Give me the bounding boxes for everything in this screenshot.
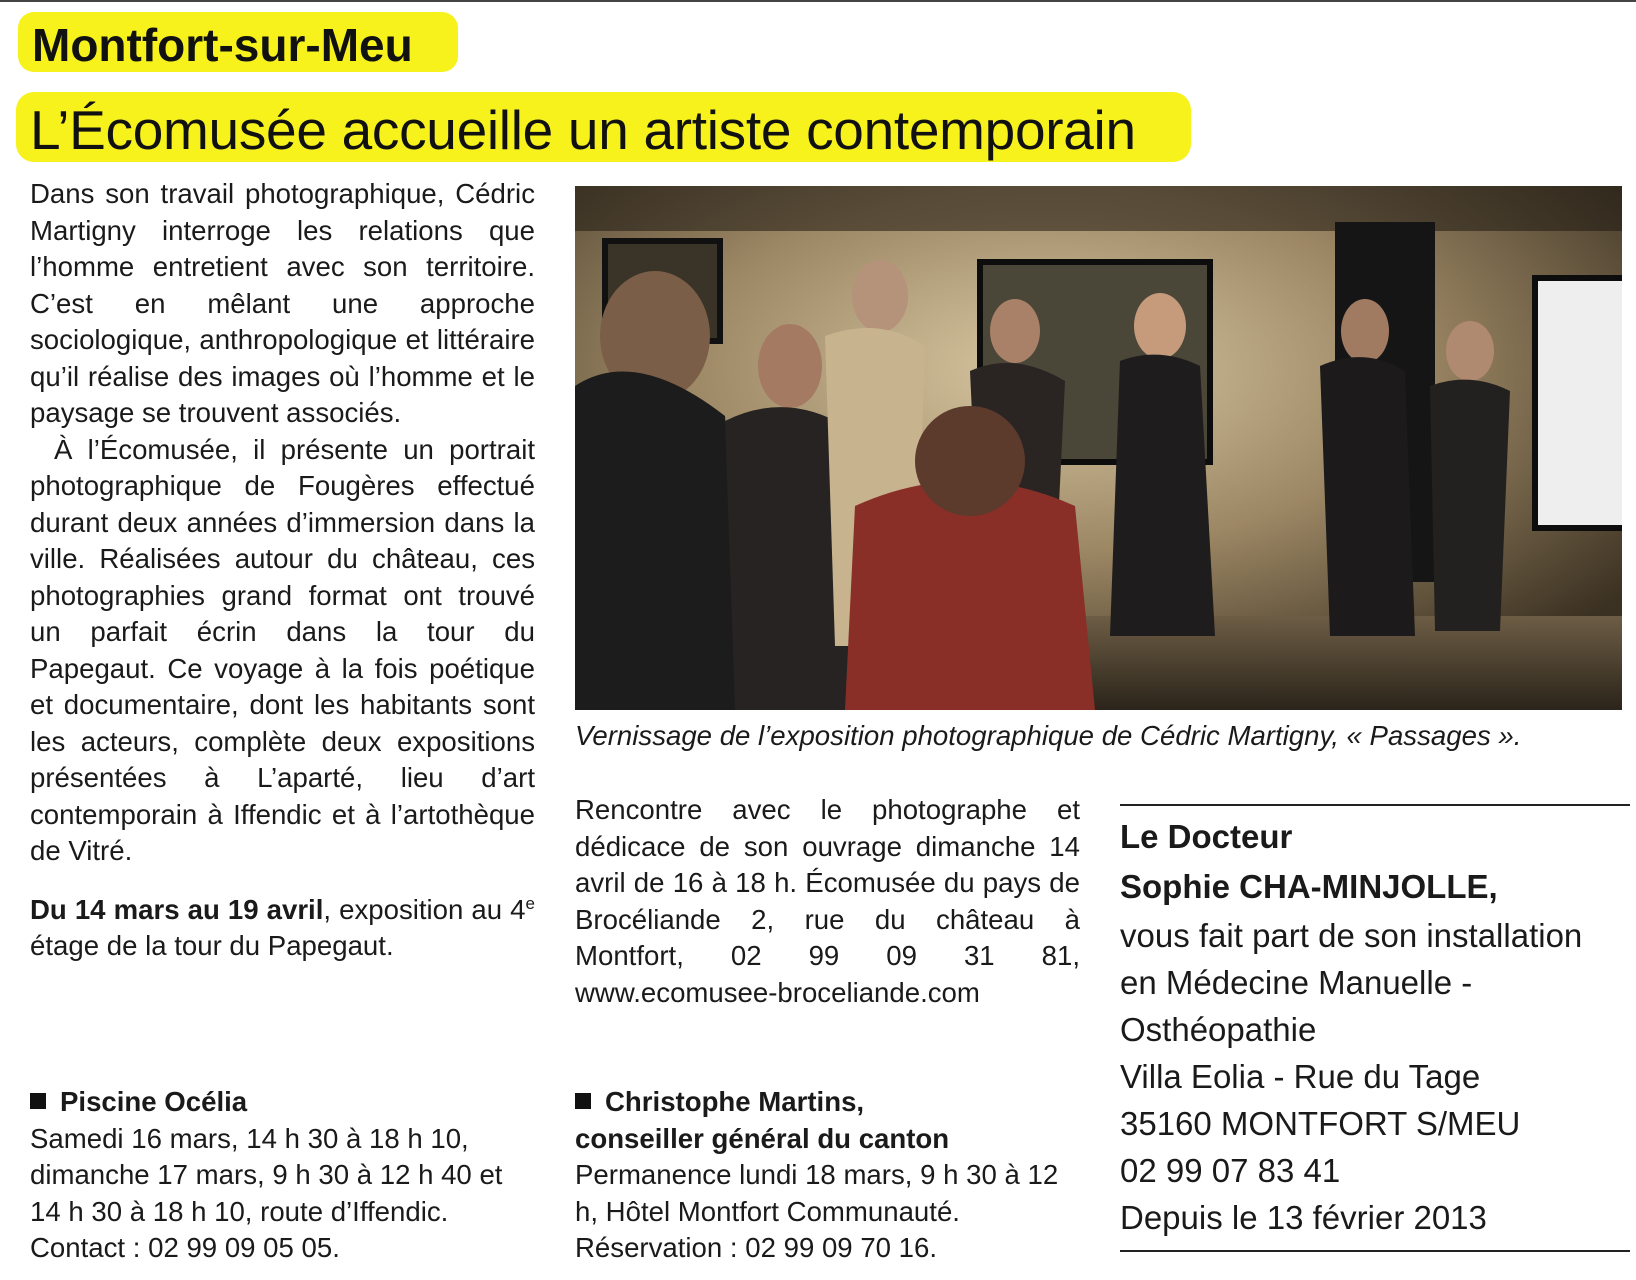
article-paragraph-2: À l’Écomusée, il présente un portrait photographique de Fougères effectué durant deux années d’immersion dans la ville. Réalisées autour du château, ces photographies grand format ont trouvé un parfait écrin dans la tour du Papegaut. Ce voyage à la fois poétique et documentaire, dont les habitants sont les acteurs, complète deux expositions présentées à L’aparté, lieu d’art contemporain à Iffendic et à l’artothèque de Vitré. — [30, 433, 535, 866]
advert-phone: 02 99 07 83 41 — [1120, 1152, 1341, 1189]
exhibition-text-1: , exposition au 4 — [323, 893, 526, 925]
article-paragraph-1: Dans son travail photographique, Cédric Martigny interroge les relations que l’homme entretient avec son territoire. C’est en mêlant une approche sociologique, anthropologique et littéraire qu’il réalise des images où l’homme et le paysage se trouvent associés. — [30, 178, 535, 428]
advert-line-4: en Médecine Manuelle - — [1120, 964, 1473, 1001]
bullet-square-icon — [30, 1093, 46, 1109]
brief-piscine-title — [30, 1084, 540, 1121]
exhibition-dates: Du 14 mars au 19 avril — [30, 893, 324, 925]
brief-piscine — [30, 1084, 540, 1267]
article-column-1 — [30, 176, 535, 965]
brief-piscine-title-text: Piscine Océlia — [60, 1086, 248, 1117]
brief-councillor — [575, 1084, 1085, 1267]
brief-councillor-body: Permanence lundi 18 mars, 9 h 30 à 12 h, Hôtel Montfort Communauté. Réservation : 02 99 09 70 16. — [575, 1159, 1059, 1263]
brief-councillor-subtitle: conseiller général du canton — [575, 1122, 950, 1154]
exhibition-text-2: étage de la tour du Papegaut. — [30, 930, 394, 961]
advert-doctor-name: Sophie CHA-MINJOLLE, — [1120, 868, 1498, 905]
exhibition-sup: e — [525, 893, 535, 913]
advert-city: 35160 MONTFORT S/MEU — [1120, 1105, 1521, 1142]
advert-top-rule — [1120, 804, 1630, 806]
kicker-text: Montfort-sur-Meu — [32, 19, 413, 71]
bullet-square-icon — [575, 1093, 591, 1109]
advert-address: Villa Eolia - Rue du Tage — [1120, 1058, 1481, 1095]
brief-councillor-title — [575, 1084, 1085, 1121]
advert-line-5: Osthéopathie — [1120, 1011, 1317, 1048]
advert-bottom-rule — [1120, 1250, 1630, 1252]
brief-councillor-title-1: Christophe Martins, — [605, 1086, 865, 1117]
brief-piscine-body: Samedi 16 mars, 14 h 30 à 18 h 10, dimanche 17 mars, 9 h 30 à 12 h 40 et 14 h 30 à 18 h 10, route d’Iffendic. Contact : 02 99 09 05 05. — [30, 1122, 503, 1263]
article-column-2 — [575, 792, 1080, 1011]
article-photo — [575, 186, 1622, 710]
advert-line-3: vous fait part de son installation — [1120, 917, 1583, 954]
article-headline — [16, 92, 1191, 162]
advert-since: Depuis le 13 février 2013 — [1120, 1199, 1487, 1236]
top-rule — [0, 0, 1636, 2]
advert-line-1: Le Docteur — [1120, 818, 1293, 855]
photo-caption: Vernissage de l’exposition photographique de Cédric Martigny, « Passages ». — [575, 720, 1522, 751]
section-kicker — [18, 12, 458, 72]
headline-text: L’Écomusée accueille un artiste contemporain — [30, 99, 1136, 161]
article-paragraph-3 — [30, 892, 535, 965]
doctor-advert — [1120, 804, 1630, 1241]
article-paragraph-4: Rencontre avec le photographe et dédicace de son ouvrage dimanche 14 avril de 16 à 18 h. Écomusée du pays de Brocéliande 2, rue du château à Montfort, 02 99 09 31 81, www.ecomusee-broceliande.com — [575, 794, 1080, 1008]
